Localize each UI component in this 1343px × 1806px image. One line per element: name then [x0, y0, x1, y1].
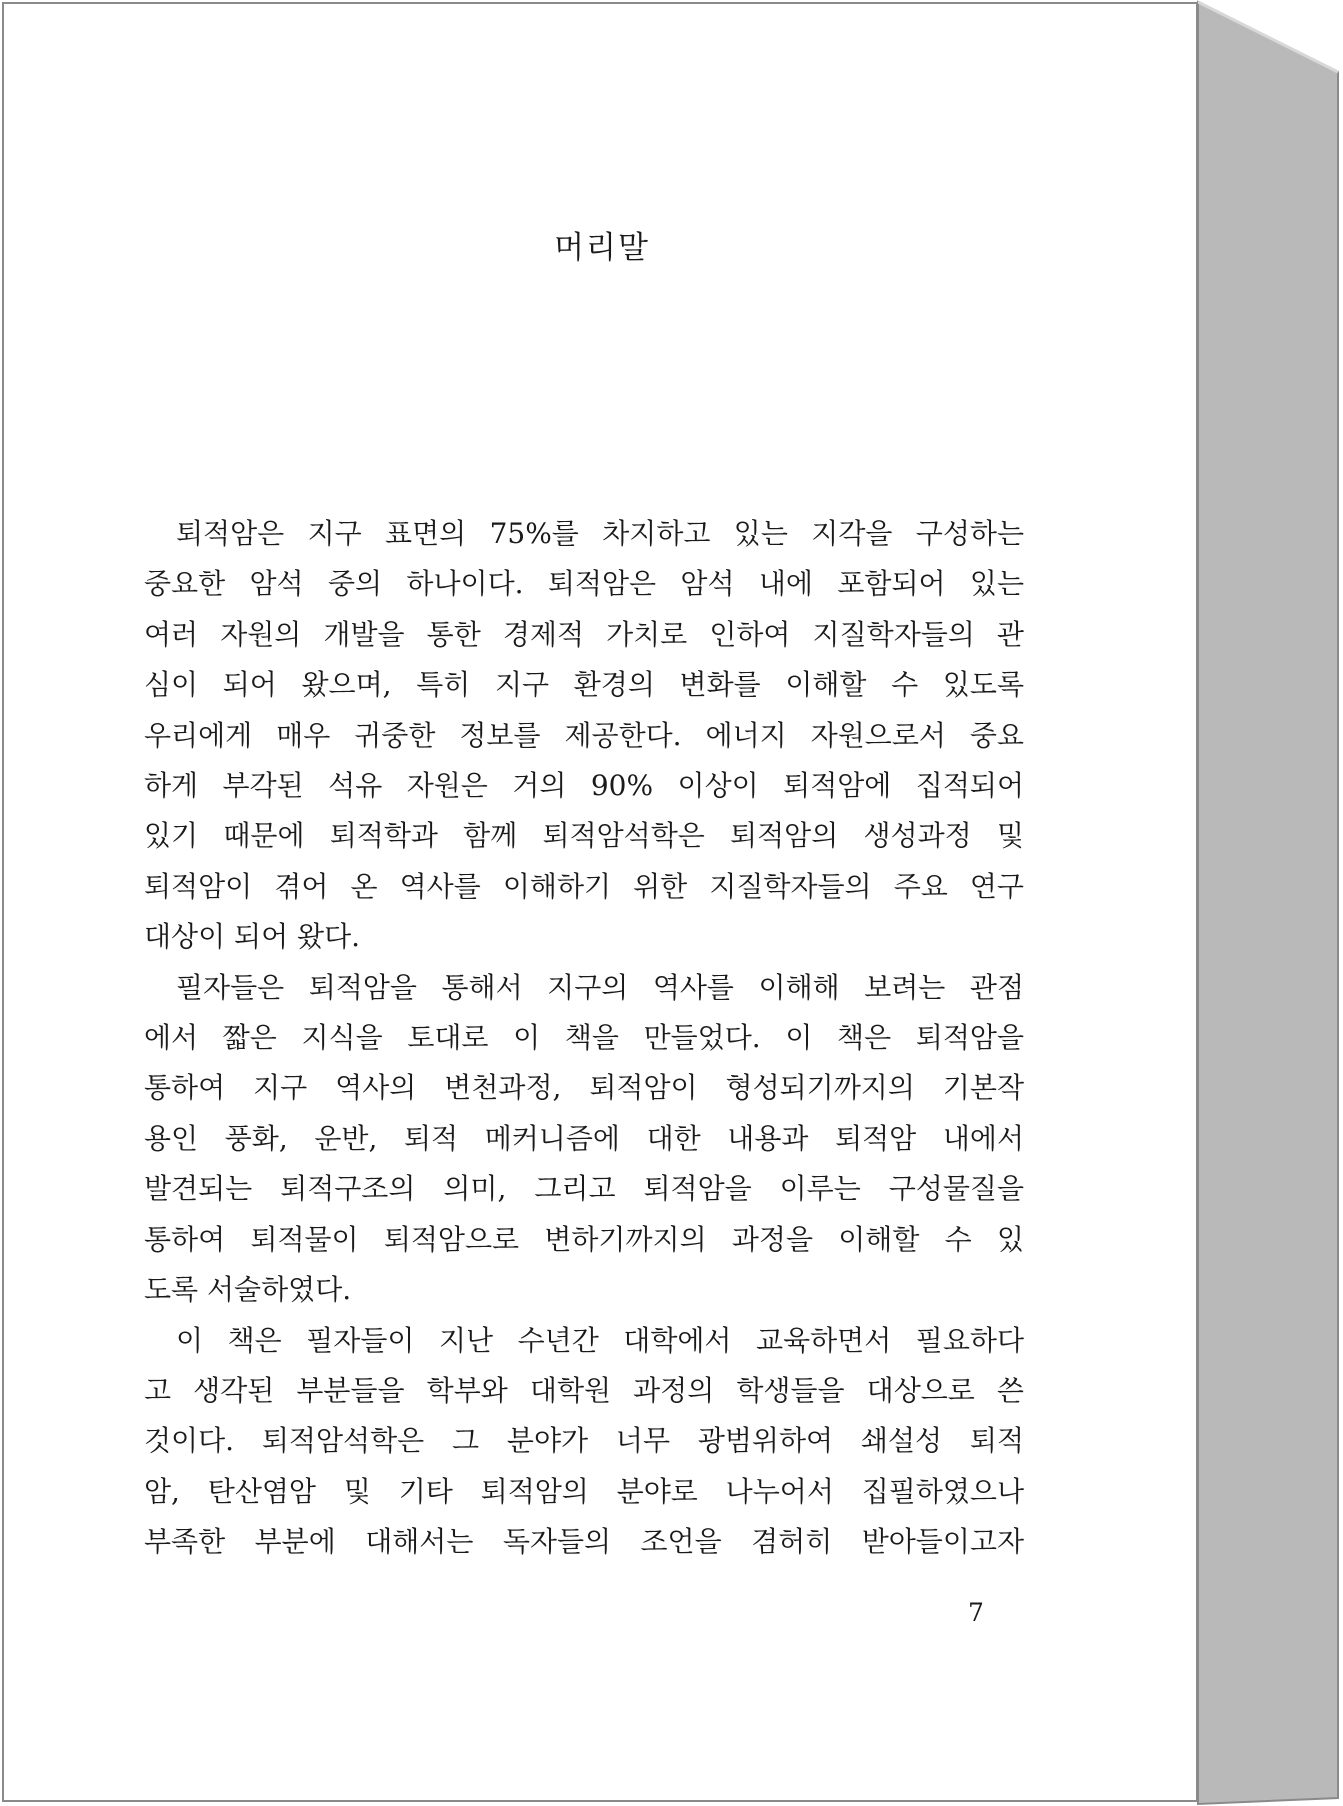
- text-line: 용인 풍화, 운반, 퇴적 메커니즘에 대한 내용과 퇴적암 내에서: [144, 1121, 1024, 1155]
- text-line: 퇴적암은 지구 표면의 75%를 차지하고 있는 지각을 구성하는: [176, 517, 1024, 550]
- text-line: 퇴적암이 겪어 온 역사를 이해하기 위한 지질학자들의 주요 연구: [144, 869, 1024, 903]
- text-line: 여러 자원의 개발을 통한 경제적 가치로 인하여 지질학자들의 관: [144, 617, 1024, 651]
- text-line: 에서 짧은 지식을 토대로 이 책을 만들었다. 이 책은 퇴적암을: [144, 1021, 1024, 1055]
- text-line: 것이다. 퇴적암석학은 그 분야가 너무 광범위하여 쇄설성 퇴적: [144, 1424, 1024, 1458]
- text-line: 중요한 암석 중의 하나이다. 퇴적암은 암석 내에 포함되어 있는: [144, 567, 1024, 601]
- text-line: 발견되는 퇴적구조의 의미, 그리고 퇴적암을 이루는 구성물질을: [144, 1172, 1024, 1206]
- text-line: 암, 탄산염암 및 기타 퇴적암의 분야로 나누어서 집필하였으나: [144, 1474, 1024, 1508]
- text-line: 하게 부각된 석유 자원은 거의 90% 이상이 퇴적암에 집적되어: [144, 769, 1024, 803]
- text-line: 우리에게 매우 귀중한 정보를 제공한다. 에너지 자원으로서 중요: [144, 718, 1024, 752]
- text-line: 있기 때문에 퇴적학과 함께 퇴적암석학은 퇴적암의 생성과정 및: [144, 819, 1024, 853]
- page-number: 7: [968, 1598, 984, 1627]
- text-line: 필자들은 퇴적암을 통해서 지구의 역사를 이해해 보려는 관점: [176, 970, 1024, 1004]
- text-line: 통하여 퇴적물이 퇴적암으로 변하기까지의 과정을 이해할 수 있: [144, 1222, 1024, 1256]
- text-line: 부족한 부분에 대해서는 독자들의 조언을 겸허히 받아들이고자: [144, 1525, 1024, 1559]
- text-line: 심이 되어 왔으며, 특히 지구 환경의 변화를 이해할 수 있도록: [144, 668, 1024, 702]
- text-line: 대상이 되어 왔다.: [144, 920, 361, 954]
- text-line: 고 생각된 부분들을 학부와 대학원 과정의 학생들을 대상으로 쓴: [144, 1373, 1024, 1407]
- text-line: 통하여 지구 역사의 변천과정, 퇴적암이 형성되기까지의 기본작: [144, 1071, 1024, 1105]
- preface-body: [144, 509, 1024, 1568]
- text-line: 도록 서술하였다.: [144, 1273, 352, 1307]
- page-title: 머리말: [554, 230, 650, 266]
- text-line: 이 책은 필자들이 지난 수년간 대학에서 교육하면서 필요하다: [176, 1323, 1024, 1357]
- book-page: [2, 2, 1198, 1802]
